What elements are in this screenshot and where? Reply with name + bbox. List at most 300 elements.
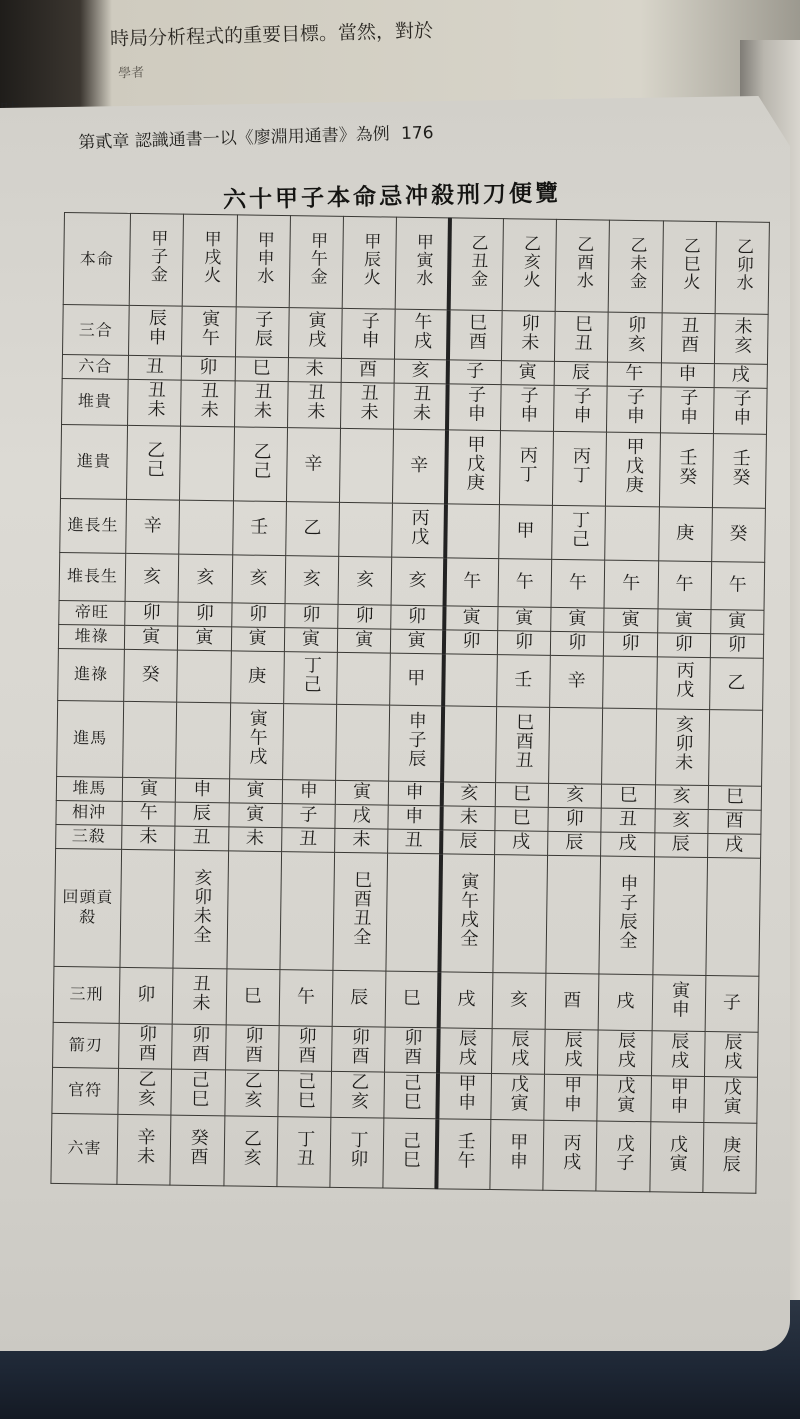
table-cell-text: 巳酉丑 [512,712,535,770]
table-cell [655,708,709,785]
table-cell [442,705,496,782]
table-cell: 寅 [178,626,232,651]
table-cell: 辰 [441,829,495,854]
table-cell: 戌 [714,364,768,388]
column-header [236,215,291,308]
table-cell [443,653,497,706]
table-cell-text: 戊寅 [614,1075,636,1115]
table-cell [650,1076,704,1122]
row-label: 堆馬 [56,776,122,801]
table-cell: 庚 [658,506,712,561]
table-cell [123,701,177,778]
table-cell [392,503,446,558]
table-cell [603,656,657,709]
table-cell: 丑 [388,829,442,854]
table-cell-text: 丙戊 [408,507,430,546]
table-row [54,848,761,976]
table-cell [234,380,288,427]
table-cell-text: 子申 [570,385,592,425]
table-cell [278,1025,332,1071]
column-header-text: 甲午金 [306,231,328,286]
table-cell [117,1114,171,1185]
table-cell-text: 己巳 [294,1071,317,1110]
table-cell: 午 [604,560,658,609]
table-cell: 酉 [708,809,762,834]
table-cell: 午 [658,560,712,609]
row-label: 六合 [62,354,128,378]
table-cell [649,1121,703,1192]
table-cell-text: 寅午戌全 [457,871,480,948]
table-cell: 申 [389,781,443,806]
table-cell [436,1118,490,1189]
table-cell [596,1121,650,1192]
table-cell-text: 丑未 [189,973,212,1012]
table-cell [493,854,548,973]
row-label: 六害 [51,1113,118,1184]
table-cell: 亥 [338,556,392,605]
table-cell [288,308,342,359]
table-cell [118,1068,172,1114]
table-cell: 卯 [119,967,173,1024]
column-header-text: 乙巳火 [679,236,700,292]
table-cell: 寅 [124,625,178,650]
table-cell [282,703,336,780]
table-cell [438,1027,492,1073]
table-cell [599,856,654,975]
table-cell [120,849,175,968]
table-cell-text: 卯未 [518,313,540,352]
table-cell [651,1030,705,1076]
table-cell-text: 卯亥 [624,315,647,354]
table-row [51,1113,757,1193]
table-cell: 子 [705,975,759,1032]
table-cell [229,702,283,779]
table-cell: 辛 [550,655,604,708]
table-cell [501,311,555,362]
table-cell [341,308,395,359]
table-cell [277,1116,331,1187]
table-cell: 亥 [654,808,708,833]
table-cell [173,850,228,969]
table-cell-text: 子申 [623,386,646,425]
table-cell-text: 丑未 [357,382,380,422]
row-label: 箭刃 [53,1022,120,1068]
column-header-text: 乙亥火 [519,234,541,289]
table-cell: 寅 [391,629,445,654]
row-label: 進貴 [61,424,128,499]
table-cell [554,311,608,362]
table-cell [546,855,601,974]
row-label: 回頭貢殺 [54,848,122,967]
column-header [662,221,717,314]
table-cell-text: 卯酉 [348,1026,371,1065]
table-cell-text: 寅申 [668,980,691,1019]
table-cell-text: 癸酉 [187,1127,209,1166]
table-cell: 亥 [391,557,445,606]
table-cell: 寅 [231,626,285,651]
table-cell [395,309,449,360]
table-cell: 子 [282,803,336,828]
table-cell-text: 辰申 [145,308,168,347]
table-cell-text: 子申 [517,385,539,424]
table-cell-text: 乙亥 [347,1072,370,1111]
column-header [289,216,344,309]
table-cell [333,852,388,971]
table-cell: 午 [279,969,333,1026]
column-header-text: 甲子金 [146,229,168,284]
table-cell: 巳 [226,968,280,1025]
table-cell: 卯 [444,629,498,654]
table-cell: 卯 [178,602,232,627]
row-label: 官符 [52,1067,119,1113]
table-cell [235,307,289,358]
table-cell: 亥 [394,359,448,383]
table-cell: 申 [176,778,230,803]
table-cell [491,1028,545,1074]
table-cell-text: 卯酉 [295,1025,317,1065]
row-label: 三殺 [56,824,122,849]
table-cell: 甲 [498,504,552,559]
table-cell [384,1072,438,1118]
table-cell: 卯 [497,630,551,655]
table-cell: 午 [551,559,605,608]
column-header [502,219,557,312]
table-cell-text: 甲申 [667,1076,689,1115]
header-row [63,213,769,315]
table-cell-text: 己巳 [400,1072,422,1112]
table-cell [553,385,607,432]
table-cell: 壬 [496,654,550,707]
table-cell-text: 亥卯未全 [190,867,213,944]
table-cell: 亥 [492,972,546,1029]
table-cell [549,707,603,784]
table-cell: 巳 [495,806,549,831]
table-cell [499,430,553,505]
table-cell [652,974,706,1031]
table-cell-text: 丙戌 [560,1132,582,1172]
column-header-text: 乙卯水 [732,237,754,292]
table-cell: 卯 [125,601,179,626]
underlying-book-page [0,0,800,110]
table-cell-text: 戊子 [613,1133,635,1172]
table-cell-text: 乙己 [143,439,166,479]
table-cell [226,850,281,969]
table-cell: 亥 [442,781,496,806]
table-cell [706,857,761,976]
table-title: 六十甲子本命忌冲殺刑刀便覽 [222,179,562,214]
table-cell: 戌 [601,832,655,857]
table-cell-text: 辛未 [134,1126,156,1166]
table-cell [607,386,661,433]
table-cell-text: 亥卯未 [672,714,694,773]
table-cell [337,652,391,705]
table-cell [552,505,606,560]
row-label: 三合 [63,304,130,355]
table-cell: 寅 [604,608,658,633]
table-cell [278,1071,332,1117]
table-cell: 乙 [285,501,339,556]
column-header [555,219,610,312]
table-cell-text: 寅午 [198,309,221,348]
table-row [60,498,766,562]
table-cell: 亥 [125,553,179,602]
table-cell-text: 卯酉 [135,1023,158,1062]
row-label: 堆祿 [58,624,124,649]
almanac-table [50,212,769,1193]
table-cell [490,1119,544,1190]
column-header-text: 甲寅水 [412,233,433,288]
table-cell [332,1026,386,1072]
table-cell: 申 [661,363,715,387]
table-cell [660,386,714,433]
table-cell: 巳 [495,782,549,807]
underlying-page-text-2: 學者 [117,65,145,82]
table-cell: 壬 [232,500,286,555]
table-cell-text: 丑未 [144,379,167,419]
table-cell [491,1074,545,1120]
table-cell [389,705,443,782]
table-cell: 癸 [124,649,178,702]
table-cell-text: 卯酉 [400,1027,423,1066]
table-cell [287,381,341,428]
table-cell: 寅 [444,605,498,630]
column-header-text: 甲辰火 [359,232,381,287]
table-cell [543,1120,597,1191]
table-cell [447,383,501,430]
table-cell: 未 [441,805,495,830]
table-cell [182,306,236,357]
table-cell: 子 [448,360,502,384]
table-cell-text: 乙己 [250,441,272,480]
column-header-text: 甲申水 [253,230,275,286]
table-cell [446,429,500,504]
column-header [129,213,184,306]
column-header [449,218,504,311]
table-cell: 辰 [548,831,602,856]
table-cell-text: 丁己 [568,509,591,549]
table-cell [661,313,715,364]
table-cell-text: 庚辰 [719,1135,742,1174]
table-cell-text: 甲申 [455,1073,477,1112]
table-cell-text: 寅午戌 [246,708,268,767]
table-cell: 卯 [710,633,764,658]
table-cell-text: 子申 [676,387,699,426]
table-cell-text: 己巳 [188,1069,210,1109]
table-cell [544,1074,598,1120]
table-cell: 寅 [710,609,764,634]
table-cell [336,704,390,781]
table-cell: 未 [288,358,342,382]
table-cell [500,384,554,431]
table-cell [176,702,230,779]
table-cell [339,502,393,557]
table-cell: 寅 [284,627,338,652]
table-cell: 癸 [711,507,765,562]
table-cell: 寅 [122,777,176,802]
table-row [53,966,759,1032]
table-cell: 寅 [335,780,389,805]
table-cell: 亥 [178,554,232,603]
column-header-text: 甲戌火 [200,230,221,285]
table-cell: 午 [498,558,552,607]
table-cell: 午 [607,362,661,386]
table-cell-text: 子辰 [251,309,274,349]
table-cell-text: 午戌 [410,312,433,351]
table-cell [659,432,713,507]
table-cell-text: 丑未 [250,381,273,420]
table-cell [704,1077,758,1123]
table-cell [330,1117,384,1188]
table-cell-text: 壬午 [454,1131,476,1170]
table-cell-text: 丑酉 [677,315,700,355]
table-cell [708,709,762,786]
table-cell-text: 丁己 [300,655,322,694]
table-cell [545,1029,599,1075]
table-cell-text: 子申 [730,388,752,427]
table-cell [713,387,767,434]
table-cell [223,1115,277,1186]
table-cell-text: 甲申 [560,1075,583,1114]
column-header [395,217,450,310]
table-cell [712,433,766,508]
table-cell-text: 丁丑 [293,1129,316,1168]
table-cell-text: 未亥 [731,316,753,355]
table-cell-text: 丙戊 [673,660,695,699]
row-label: 進馬 [57,700,124,777]
table-cell-text: 甲戊庚 [622,437,645,495]
table-cell [128,379,182,426]
table-cell: 巳 [601,784,655,809]
table-cell-text: 巳酉丑全 [350,869,373,947]
table-cell: 巳 [708,785,762,810]
table-cell: 戌 [598,974,652,1031]
table-cell: 午 [711,561,765,610]
table-cell-text: 丙丁 [569,445,592,485]
table-cell-text: 戊寅 [666,1134,689,1173]
table-cell-text: 辰戌 [614,1030,637,1069]
table-cell [552,431,606,506]
table-cell: 辰 [554,361,608,385]
table-cell-text: 壬癸 [729,448,751,487]
table-cell [129,305,183,356]
table-cell [605,506,659,561]
row-label: 帝旺 [59,600,125,625]
table-cell: 卯 [657,632,711,657]
table-cell [394,383,448,430]
column-header [342,216,397,309]
table-cell: 戌 [707,833,761,858]
table-cell [495,706,549,783]
table-cell-text: 戊寅 [507,1074,530,1113]
table-cell [172,1024,226,1070]
table-cell-text: 子申 [358,311,381,350]
table-cell [652,856,707,975]
chapter-title: 第貳章 認識通書一以《廖淵用通書》為例 [78,124,390,153]
table-cell: 酉 [545,973,599,1030]
row-header-label: 本命 [63,213,130,306]
table-cell: 酉 [341,358,395,382]
table-cell-text: 丑未 [409,383,432,422]
column-header [182,214,237,307]
table-cell [445,503,499,558]
table-cell: 卯 [391,605,445,630]
column-header [608,220,663,313]
column-header-text: 乙丑金 [466,233,488,289]
table-cell-text: 乙亥 [240,1128,263,1167]
table-cell [280,851,335,970]
table-cell: 戌 [439,971,493,1028]
table-cell [606,432,660,507]
table-cell [283,651,337,704]
table-cell: 卯 [604,632,658,657]
table-cell: 丑 [601,808,655,833]
table-cell-text: 戊寅 [720,1077,743,1116]
table-cell: 亥 [285,555,339,604]
table-cell [339,428,393,503]
table-cell: 乙 [709,657,763,710]
table-cell: 卯 [338,604,392,629]
table-cell: 卯 [548,807,602,832]
table-cell: 卯 [231,602,285,627]
table-cell [224,1070,278,1116]
row-label: 三刑 [53,966,120,1023]
table-cell-text: 甲戊庚 [463,434,486,493]
table-cell: 卯 [181,356,235,380]
table-cell-text: 甲申 [506,1132,529,1171]
table-cell [598,1030,652,1076]
table-cell-text: 辰戌 [508,1028,530,1068]
column-header-text: 乙酉水 [572,235,594,290]
table-cell [172,968,226,1025]
table-cell [704,1031,758,1077]
table-cell: 寅 [657,608,711,633]
table-row [61,424,767,508]
table-cell [385,1027,439,1073]
table-cell: 辛 [393,429,447,504]
table-cell-text: 丑未 [304,382,326,421]
table-row [57,700,763,786]
table-cell: 丑 [128,355,182,379]
table-cell-text: 巳丑 [571,314,593,353]
table-cell: 辰 [332,970,386,1027]
table-cell-text: 卯酉 [188,1024,211,1063]
page-number: 176 [400,123,434,144]
table-cell: 卯 [550,631,604,656]
table-cell [341,382,395,429]
table-cell: 午 [445,557,499,606]
table-cell [448,310,502,361]
column-header [715,222,770,315]
table-cell [602,708,656,785]
table-cell-text: 丑未 [197,380,220,419]
table-cell: 卯 [284,603,338,628]
row-label: 進祿 [58,648,125,701]
column-header-text: 乙未金 [625,236,647,291]
table-cell: 庚 [230,650,284,703]
table-cell [225,1024,279,1070]
table-cell [608,312,662,363]
table-cell: 寅 [501,361,555,385]
table-cell [171,1069,225,1115]
table-cell: 辰 [175,802,229,827]
table-cell-text: 丁卯 [347,1129,369,1169]
table-cell [597,1075,651,1121]
table-cell: 未 [228,826,282,851]
table-cell-text: 申子辰 [405,711,427,769]
table-cell [179,500,233,555]
table-cell: 未 [335,828,389,853]
table-cell-text: 丙丁 [516,445,538,484]
